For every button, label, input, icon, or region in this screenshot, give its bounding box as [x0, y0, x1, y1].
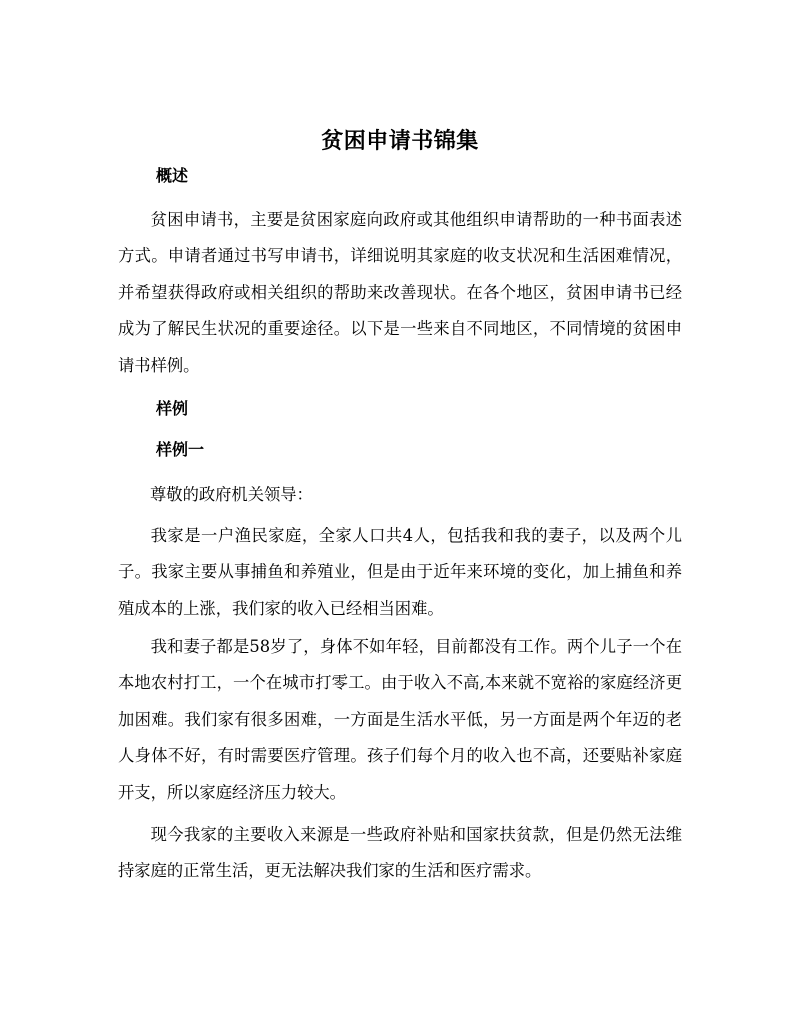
- salutation: 尊敬的政府机关领导：: [150, 485, 313, 504]
- overview-paragraph: 贫困申请书，主要是贫困家庭向政府或其他组织申请帮助的一种书面表述方式。申请者通过书写申请书，详细说明其家庭的收支状况和生活困难情况，并希望获得政府或相关组织的帮助来改善现状。在各个地区，贫困申请书已经成为了解民生状况的重要途径。以下是一些来自不同地区，不同情境的贫困申请书样例。: [118, 210, 682, 375]
- body-paragraph-1: 我家是一户渔民家庭，全家人口共4人，包括我和我的妻子，以及两个儿子。我家主要从事捕鱼和养殖业，但是由于近年来环境的变化，加上捕鱼和养殖成本的上涨，我们家的收入已经相当困难。: [118, 526, 682, 618]
- sample-one-heading: 样例一: [156, 440, 205, 459]
- overview-heading: 概述: [156, 166, 189, 185]
- document-title: 贫困申请书锦集: [321, 128, 479, 154]
- body-paragraph-2: 我和妻子都是58岁了，身体不如年轻，目前都没有工作。两个儿子一个在本地农村打工，一个在城市打零工。由于收入不高,本来就不宽裕的家庭经济更加困难。我们家有很多困难，一方面是生活水平低，另一方面是两个年迈的老人身体不好，有时需要医疗管理。孩子们每个月的收入也不高，还要贴补家庭开支，所以家庭经济压力较大。: [118, 637, 682, 802]
- samples-heading: 样例: [156, 399, 189, 418]
- body-paragraph-3: 现今我家的主要收入来源是一些政府补贴和国家扶贫款，但是仍然无法维持家庭的正常生活，更无法解决我们家的生活和医疗需求。: [118, 825, 682, 881]
